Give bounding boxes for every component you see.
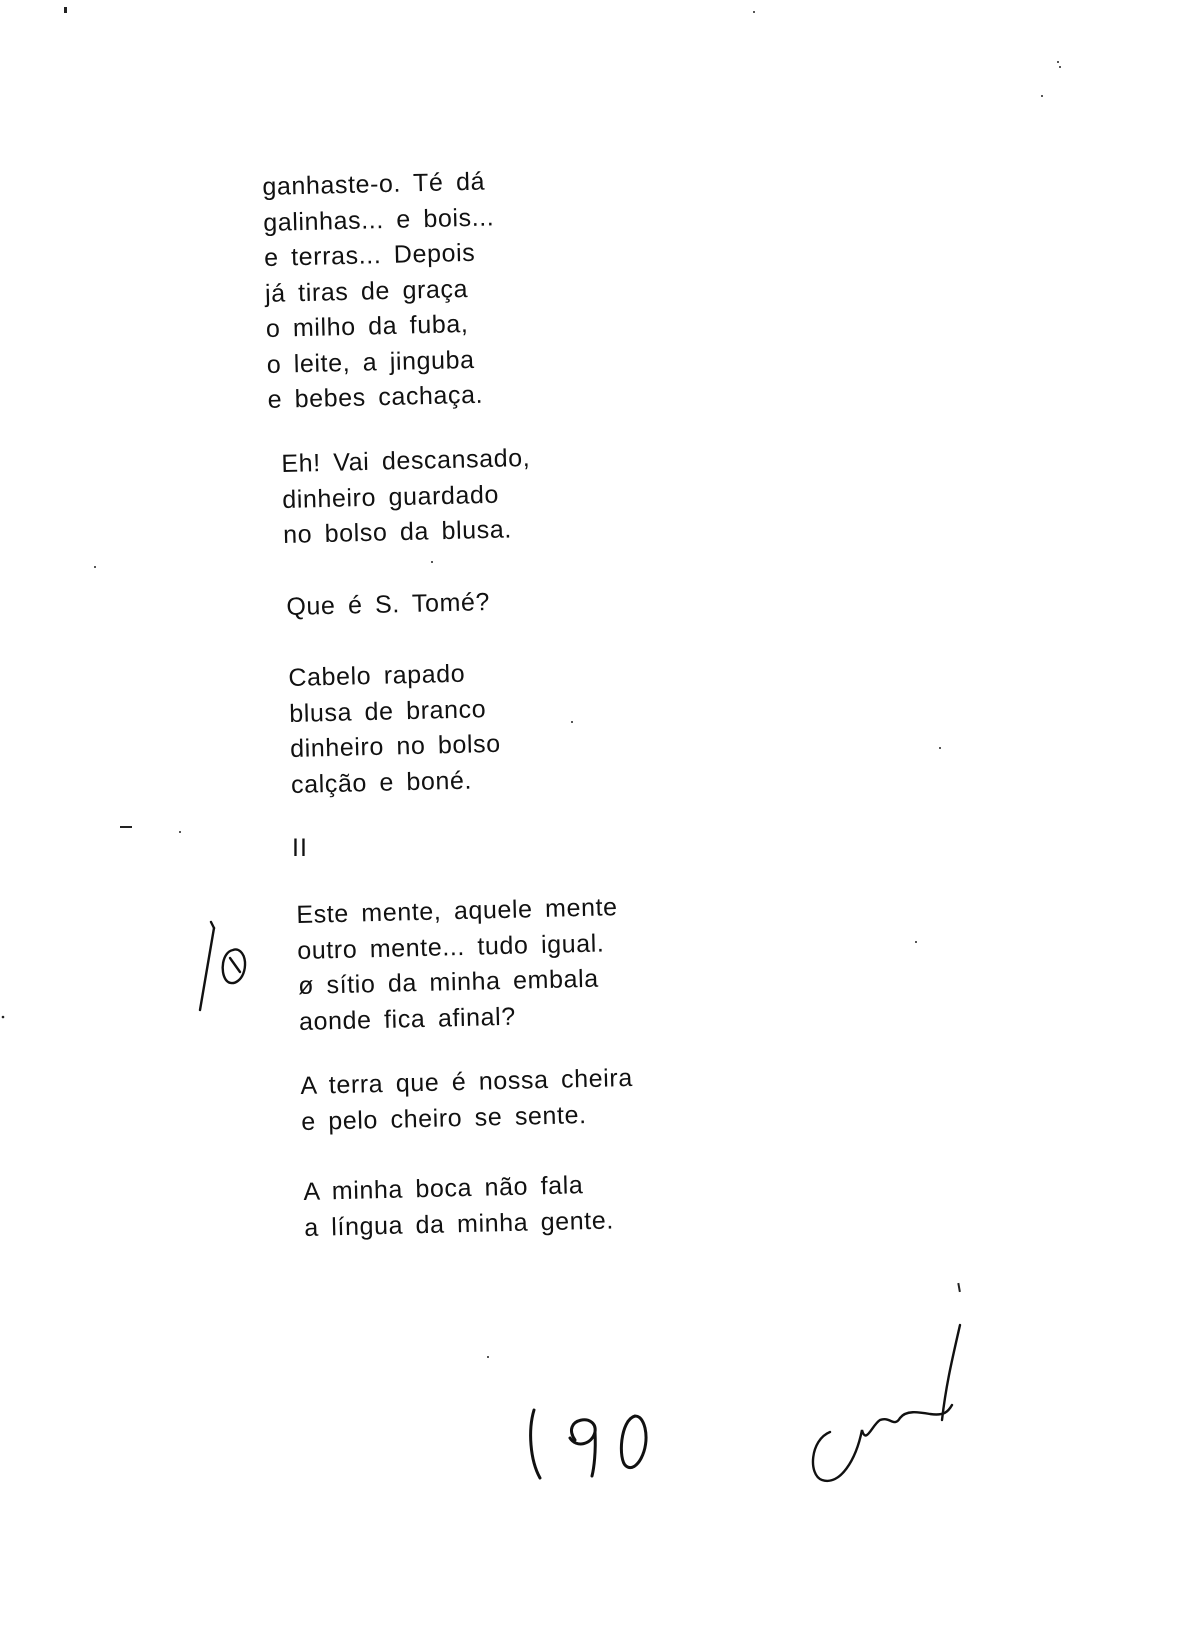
- poem-line: A terra que é nossa cheira: [300, 1063, 634, 1100]
- poem-line: e pelo cheiro se sente.: [300, 1100, 587, 1136]
- poem-line: e terras... Depois: [263, 238, 476, 272]
- handwritten-margin-mark: [200, 922, 245, 1010]
- stanza-4: [288, 656, 502, 803]
- handwritten-signature: [813, 1325, 960, 1481]
- poem-line: calção e boné.: [290, 766, 473, 799]
- poem-line: Cabelo rapado: [288, 659, 466, 692]
- poem-line: e bebes cachaça.: [267, 380, 484, 414]
- poem-line: aonde fica afinal?: [298, 1002, 517, 1036]
- poem-line: no bolso da blusa.: [282, 515, 513, 549]
- scan-specks: [2, 7, 1061, 1358]
- stanza-5: [296, 890, 621, 1040]
- poem-line: dinheiro no bolso: [289, 729, 502, 763]
- stanza-2: [281, 441, 532, 554]
- section-numeral: II: [292, 834, 308, 862]
- stanza-6: [300, 1061, 634, 1140]
- poem-line: outro mente... tudo igual.: [296, 928, 605, 965]
- poem-line: Este mente, aquele mente: [296, 893, 618, 929]
- poem-line: blusa de branco: [288, 694, 487, 728]
- poem-line: a língua da minha gente.: [303, 1205, 615, 1242]
- poem-line: dinheiro guardado: [281, 480, 500, 514]
- poem-line: galinhas... e bois...: [262, 202, 495, 237]
- poem-line: ganhaste-o. Té dá: [262, 167, 486, 201]
- stanza-3: [286, 585, 490, 625]
- poem-line: o milho da fuba,: [265, 310, 469, 343]
- poem-line: o leite, a jinguba: [266, 345, 475, 379]
- stanza-7: [303, 1167, 614, 1246]
- poem-line: Eh! Vai descansado,: [281, 443, 531, 478]
- poem-line: já tiras de graça: [264, 274, 469, 308]
- handwritten-page-number: [531, 1410, 646, 1478]
- poem-line: A minha boca não fala: [303, 1171, 584, 1206]
- stanza-1: [262, 164, 499, 418]
- poem-line: Que é S. Tomé?: [286, 588, 491, 621]
- poem-line: ø sítio da minha embala: [297, 964, 600, 1000]
